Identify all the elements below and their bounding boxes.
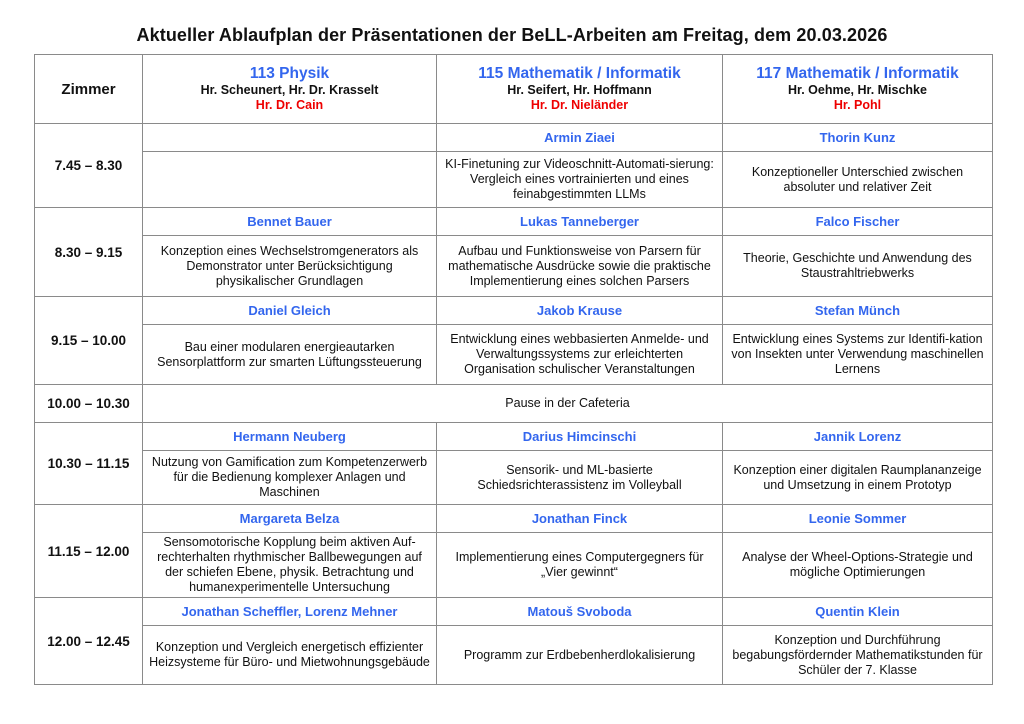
presenter-row xyxy=(35,598,993,626)
presentation-topic xyxy=(143,152,437,208)
topic-row xyxy=(35,533,993,598)
topic-row xyxy=(35,236,993,297)
presenter-name: Jonathan Finck xyxy=(437,505,723,533)
presentation-topic: Konzeption und Vergleich energetisch effizienter Heizsysteme für Büro- und Mietwohnungsgebäude xyxy=(143,626,437,685)
time-slot: 12.00 – 12.45 xyxy=(35,598,143,685)
room-label: 113 Physik xyxy=(249,65,330,82)
zimmer-header: Zimmer xyxy=(35,55,143,124)
presenter-name: Margareta Belza xyxy=(143,505,437,533)
presentation-topic: Konzeptioneller Unterschied zwischen absoluter und relativer Zeit xyxy=(723,152,993,208)
time-slot: 11.15 – 12.00 xyxy=(35,505,143,598)
time-slot: 10.30 – 11.15 xyxy=(35,423,143,505)
header-row xyxy=(35,55,993,124)
presentation-topic: Entwicklung eines webbasierten Anmelde- und Verwaltungssystems zur erleichterten Organisation schulischer Veranstaltungen xyxy=(437,325,723,385)
presenter-row xyxy=(35,124,993,152)
room-teachers: Hr. Seifert, Hr. Hoffmann xyxy=(507,83,652,97)
presenter-name: Thorin Kunz xyxy=(723,124,993,152)
pause-row xyxy=(35,385,993,423)
presenter-name: Hermann Neuberg xyxy=(143,423,437,451)
room-chief: Hr. Pohl xyxy=(833,98,882,112)
presenter-name: Leonie Sommer xyxy=(723,505,993,533)
topic-row xyxy=(35,325,993,385)
presenter-name: Quentin Klein xyxy=(723,598,993,626)
presenter-row xyxy=(35,505,993,533)
presenter-name: Falco Fischer xyxy=(723,208,993,236)
page-title: Aktueller Ablaufplan der Präsentationen der BeLL-Arbeiten am Freitag, dem 20.03.2026 xyxy=(136,25,888,45)
presenter-name: Jannik Lorenz xyxy=(723,423,993,451)
presentation-topic: Konzeption eines Wechselstromgenerators als Demonstrator unter Berücksichtigung physikalischer Grundlagen xyxy=(143,236,437,297)
room-label: 115 Mathematik / Informatik xyxy=(478,65,681,82)
presentation-topic: Nutzung von Gamification zum Kompetenzerwerb für die Bedienung komplexer Anlagen und Maschinen xyxy=(143,451,437,505)
time-slot: 8.30 – 9.15 xyxy=(35,208,143,297)
presentation-topic: Entwicklung eines Systems zur Identifi-kation von Insekten unter Verwendung maschinellen Lernens xyxy=(723,325,993,385)
room-chief: Hr. Dr. Nieländer xyxy=(530,98,629,112)
time-slot: 7.45 – 8.30 xyxy=(35,124,143,208)
room-header-117 xyxy=(723,55,993,124)
presenter-row xyxy=(35,423,993,451)
presentation-topic: Analyse der Wheel-Options-Strategie und mögliche Optimierungen xyxy=(723,533,993,598)
time-slot: 10.00 – 10.30 xyxy=(35,385,143,423)
presenter-name xyxy=(143,124,437,152)
presenter-name: Jakob Krause xyxy=(437,297,723,325)
room-header-115 xyxy=(437,55,723,124)
presenter-name: Daniel Gleich xyxy=(143,297,437,325)
presentation-topic: Programm zur Erdbebenherdlokalisierung xyxy=(437,626,723,685)
presenter-name: Stefan Münch xyxy=(723,297,993,325)
presenter-name: Matouš Svoboda xyxy=(437,598,723,626)
presenter-name: Armin Ziaei xyxy=(437,124,723,152)
room-header-113 xyxy=(143,55,437,124)
presentation-topic: KI-Finetuning zur Videoschnitt-Automati-sierung: Vergleich eines vortrainierten und eines feinabgestimmten LLMs xyxy=(437,152,723,208)
topic-row xyxy=(35,626,993,685)
room-label: 117 Mathematik / Informatik xyxy=(756,65,959,82)
presenter-name: Bennet Bauer xyxy=(143,208,437,236)
pause-label: Pause in der Cafeteria xyxy=(143,385,993,423)
presenter-row xyxy=(35,297,993,325)
room-chief: Hr. Dr. Cain xyxy=(255,98,324,112)
presentation-topic: Konzeption und Durchführung begabungsfördernder Mathematikstunden für Schüler der 7. Klasse xyxy=(723,626,993,685)
topic-row xyxy=(35,152,993,208)
presentation-topic: Aufbau und Funktionsweise von Parsern für mathematische Ausdrücke sowie die praktische Implementierung eines solchen Parsers xyxy=(437,236,723,297)
presenter-name: Jonathan Scheffler, Lorenz Mehner xyxy=(143,598,437,626)
presentation-topic: Konzeption einer digitalen Raumplananzeige und Umsetzung in einem Prototyp xyxy=(723,451,993,505)
presenter-name: Darius Himcinschi xyxy=(437,423,723,451)
presentation-topic: Implementierung eines Computergegners für „Vier gewinnt“ xyxy=(437,533,723,598)
room-teachers: Hr. Scheunert, Hr. Dr. Krasselt xyxy=(200,83,379,97)
presenter-name: Lukas Tanneberger xyxy=(437,208,723,236)
schedule-table xyxy=(34,54,993,685)
presentation-topic: Sensomotorische Kopplung beim aktiven Auf-rechterhalten rhythmischer Ballbewegungen auf der schiefen Ebene, physik. Betrachtung und humanexperimentelle Untersuchung xyxy=(143,533,437,598)
presentation-topic: Sensorik- und ML-basierte Schiedsrichterassistenz im Volleyball xyxy=(437,451,723,505)
presentation-topic: Theorie, Geschichte und Anwendung des Staustrahltriebwerks xyxy=(723,236,993,297)
topic-row xyxy=(35,451,993,505)
time-slot: 9.15 – 10.00 xyxy=(35,297,143,385)
presentation-topic: Bau einer modularen energieautarken Sensorplattform zur smarten Lüftungssteuerung xyxy=(143,325,437,385)
room-teachers: Hr. Oehme, Hr. Mischke xyxy=(788,83,927,97)
presenter-row xyxy=(35,208,993,236)
